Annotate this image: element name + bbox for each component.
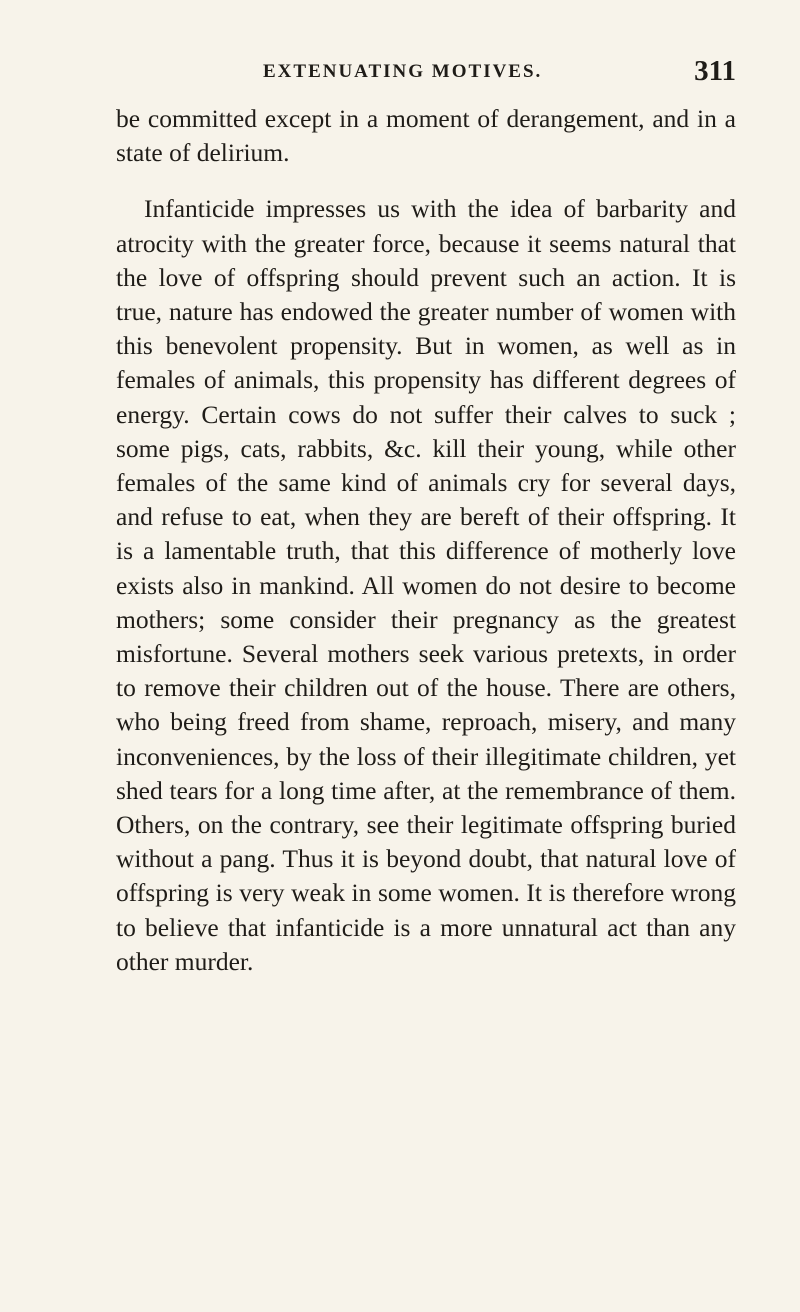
page-number: 311 <box>694 55 736 87</box>
running-head <box>116 55 736 102</box>
running-title: EXTENUATING MOTIVES. <box>263 61 543 82</box>
paragraph-continued: be committed except in a moment of derangement, and in a state of delirium. <box>116 104 736 168</box>
paragraph-infanticide: Infanticide impresses us with the idea of barbarity and atrocity with the greater force, because it seems natural that the love of offspring should prevent such an action. It is true, nature has endowed the greater number of women with this benevolent propensity. But in women, as well as in females of animals, this propensity has different degrees of energy. Certain cows do not suffer their calves to suck ; some pigs, cats, rabbits, &c. kill their young, while other females of the same kind of animals cry for several days, and refuse to eat, when they are bereft of their offspring. It is a lamentable truth, that this difference of motherly love exists also in mankind. All women do not desire to become mothers; some consider their pregnancy as the greatest misfortune. Several mothers seek various pretexts, in order to remove their children out of the house. There are others, who being freed from shame, reproach, misery, and many inconveniences, by the loss of their illegitimate children, yet shed tears for a long time after, at the remembrance of them. Others, on the contrary, see their legitimate offspring buried without a pang. Thus it is beyond doubt, that natural love of offspring is very weak in some women. It is therefore wrong to believe that infanticide is a more unnatural act than any other murder. <box>116 194 736 976</box>
